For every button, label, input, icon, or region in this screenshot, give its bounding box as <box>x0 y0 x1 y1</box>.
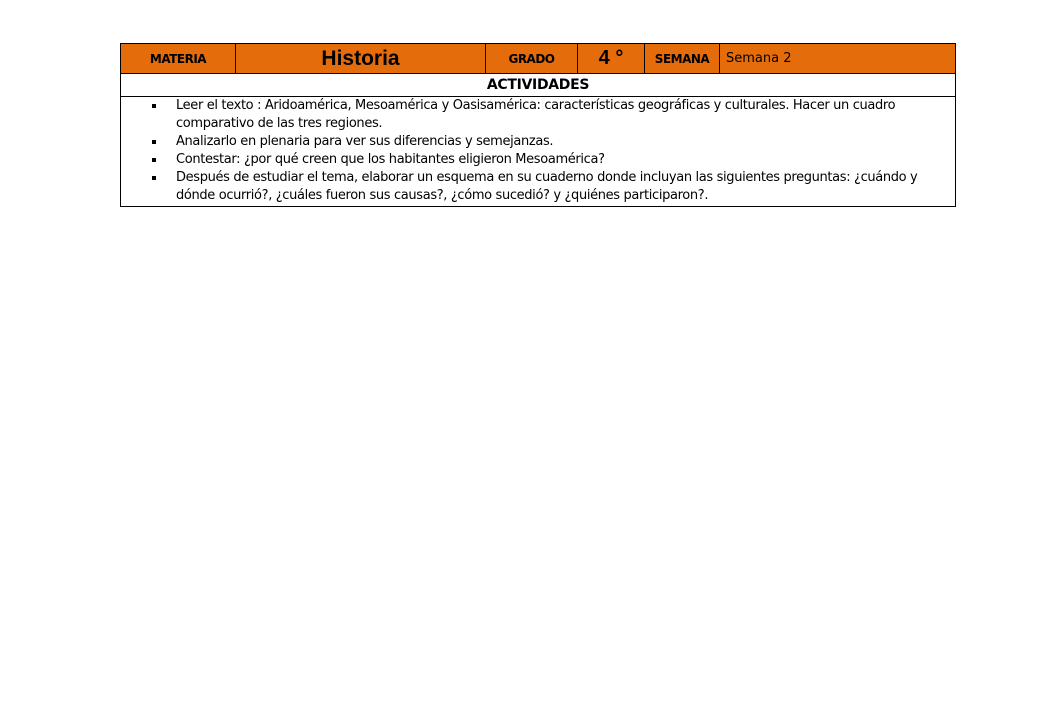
semana-value: Semana 2 <box>720 44 955 73</box>
activity-text: Después de estudiar el tema, elaborar un esquema en su cuaderno donde incluyan las siguientes preguntas: ¿cuándo y dónde ocurrió?, ¿cuáles fueron sus causas?, ¿cómo sucedió? y ¿quiénes participaron?. <box>176 170 918 203</box>
list-item <box>121 133 947 151</box>
activity-text: Leer el texto : Aridoamérica, Mesoamérica y Oasisamérica: características geográficas y culturales. Hacer un cuadro comparativo de las tres regiones. <box>176 98 896 131</box>
activity-text: Contestar: ¿por qué creen que los habitantes eligieron Mesoamérica? <box>176 152 605 167</box>
header-row <box>121 44 955 74</box>
grado-label: GRADO <box>486 44 578 73</box>
activities-list <box>121 97 955 206</box>
activities-title: ACTIVIDADES <box>121 74 955 97</box>
bullet-icon <box>152 176 156 180</box>
list-item <box>121 151 947 169</box>
list-item <box>121 97 947 133</box>
semana-label: SEMANA <box>645 44 720 73</box>
activity-text: Analizarlo en plenaria para ver sus diferencias y semejanzas. <box>176 134 554 149</box>
materia-label: MATERIA <box>121 44 236 73</box>
grado-value: 4 ° <box>578 44 645 73</box>
bullet-icon <box>152 158 156 162</box>
activity-sheet <box>120 43 956 207</box>
materia-value: Historia <box>236 44 486 73</box>
bullet-icon <box>152 104 156 108</box>
bullet-icon <box>152 140 156 144</box>
list-item <box>121 169 947 205</box>
